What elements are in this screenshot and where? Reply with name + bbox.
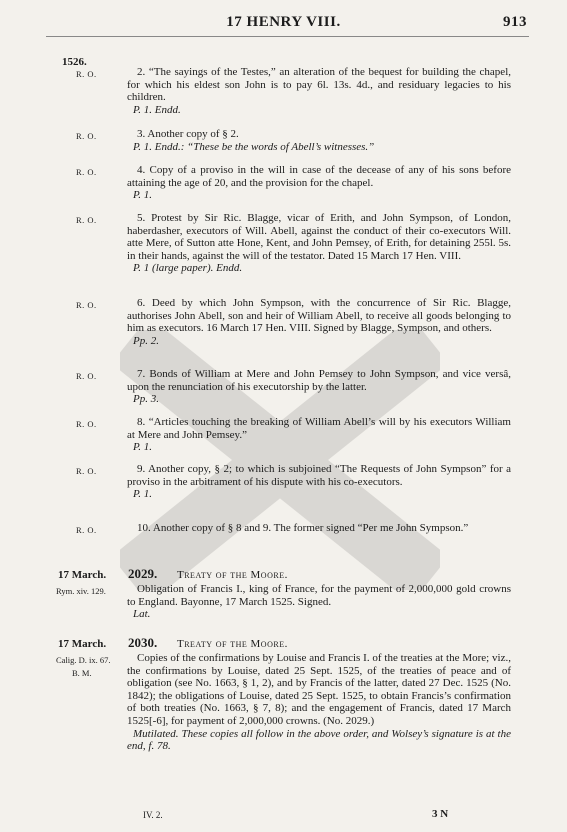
entry-footnote: Pp. 2. — [133, 334, 159, 347]
entry-text: 2. “The sayings of the Testes,” an alteration of the bequest for building the chapel, for which his eldest son John is to pay 6l. 13s. 4d., and residuary legacies to his children. P. 1. Endd. — [127, 66, 511, 116]
entry-text: 9. Another copy, § 2; to which is subjoined “The Requests of John Sympson” for a proviso in the arbitrament of his dispute with his co-executors. P. 1. — [127, 463, 511, 501]
treaty-date: 17 March. — [58, 569, 107, 581]
source-ref: R. O. — [76, 69, 97, 79]
source-ref: R. O. — [76, 300, 97, 310]
treaty-footnote: Mutilated. These copies all follow in the above order, and Wolsey’s signature is at the end, f. 78. — [127, 727, 511, 753]
source-ref: Calig. D. ix. 67. — [56, 655, 111, 665]
treaty-date: 17 March. — [58, 638, 107, 650]
entry-footnote: Pp. 3. — [133, 393, 159, 406]
entry-footnote: P. 1. — [133, 189, 153, 202]
source-ref: R. O. — [76, 215, 97, 225]
treaty-text: Copies of the confirmations by Louise and Francis I. of the treaties at the More; viz., the confirmations by Louise, dated 25 Sept. 1525, of the treaties of peace and of obligation (see No. 1663, § 1, 2), and by Francis of the latter, dated 27 Dec. 1525 (No. 1842); the obligations of Louise, dated 25 Sept. 1525, to obtain Francis’s confirmation of both treaties (No. 1663, § 7, 8); and the engagement of Francis, dated 17 March 1525[-6], for payment of 2,000,000 crowns. (No. 2029.) Mutilated. These copies all follow in the above order, and Wolsey’s signature is at the end, f. 78. — [127, 652, 511, 753]
signature-mark-left: IV. 2. — [143, 810, 163, 820]
year-heading: 1526. — [62, 56, 87, 68]
header-rule — [46, 36, 529, 37]
entry-footnote: P. 1. Endd. — [133, 103, 181, 116]
treaty-title: Treaty of the Moore. — [177, 569, 288, 581]
entry-text: 4. Copy of a proviso in the will in case of the decease of any of his sons before attaining the age of 20, and the provision for the chapel. P. 1. — [127, 164, 511, 202]
treaty-footnote: Lat. — [133, 608, 151, 621]
source-ref: B. M. — [72, 668, 92, 678]
treaty-title: Treaty of the Moore. — [177, 638, 288, 650]
source-ref: Rym. xiv. 129. — [56, 586, 106, 596]
source-ref: R. O. — [76, 167, 97, 177]
treaty-number: 2029. — [128, 566, 158, 581]
source-ref: R. O. — [76, 525, 97, 535]
entry-footnote: P. 1. — [133, 488, 153, 501]
entry-text: 10. Another copy of § 8 and 9. The former signed “Per me John Sympson.” — [137, 522, 469, 534]
treaty-number: 2030. — [128, 635, 158, 650]
entry-footnote: P. 1. — [133, 441, 153, 454]
entry-text: 7. Bonds of William at Mere and John Pemsey to John Sympson, and vice versâ, upon the renunciation of his executorship by the latter. Pp. 3. — [127, 368, 511, 406]
entry-text: 8. “Articles touching the breaking of William Abell’s will by his executors William at Mere and John Pemsey.” P. 1. — [127, 416, 511, 454]
source-ref: R. O. — [76, 131, 97, 141]
source-ref: R. O. — [76, 466, 97, 476]
signature-mark-right: 3 N — [432, 808, 449, 820]
entry-footnote: P. 1. Endd.: “These be the words of Abell’s witnesses.” — [133, 140, 375, 153]
running-header: 17 HENRY VIII. — [226, 14, 341, 30]
entry-footnote: P. 1 (large paper). Endd. — [133, 262, 243, 275]
entry-text: 3. Another copy of § 2. P. 1. Endd.: “These be the words of Abell’s witnesses.” — [133, 128, 375, 153]
source-ref: R. O. — [76, 371, 97, 381]
source-ref: R. O. — [76, 419, 97, 429]
page-number: 913 — [503, 14, 527, 30]
treaty-text: Obligation of Francis I., king of France, for the payment of 2,000,000 gold crowns to England. Bayonne, 17 March 1525. Signed. Lat. — [127, 583, 511, 621]
entry-text: 6. Deed by which John Sympson, with the concurrence of Sir Ric. Blagge, authorises John Abell, son and heir of William Abell, to receive all goods belonging to him as executors. 16 March 17 Hen. VIII. Signed by Blagge, Sympson, and others. Pp. 2. — [127, 297, 511, 347]
entry-text: 5. Protest by Sir Ric. Blagge, vicar of Erith, and John Sympson, of London, haberdasher, executors of Will. Abell, against the conduct of their co-executors Will. atte Mere, of Sutton atte Hone, Kent, and John Pemsey, of Erith, for detaining 255l. 5s. in their hands, against the will of the testator. Dated 15 March 17 Hen. VIII. P. 1 (large paper). Endd. — [127, 212, 511, 275]
